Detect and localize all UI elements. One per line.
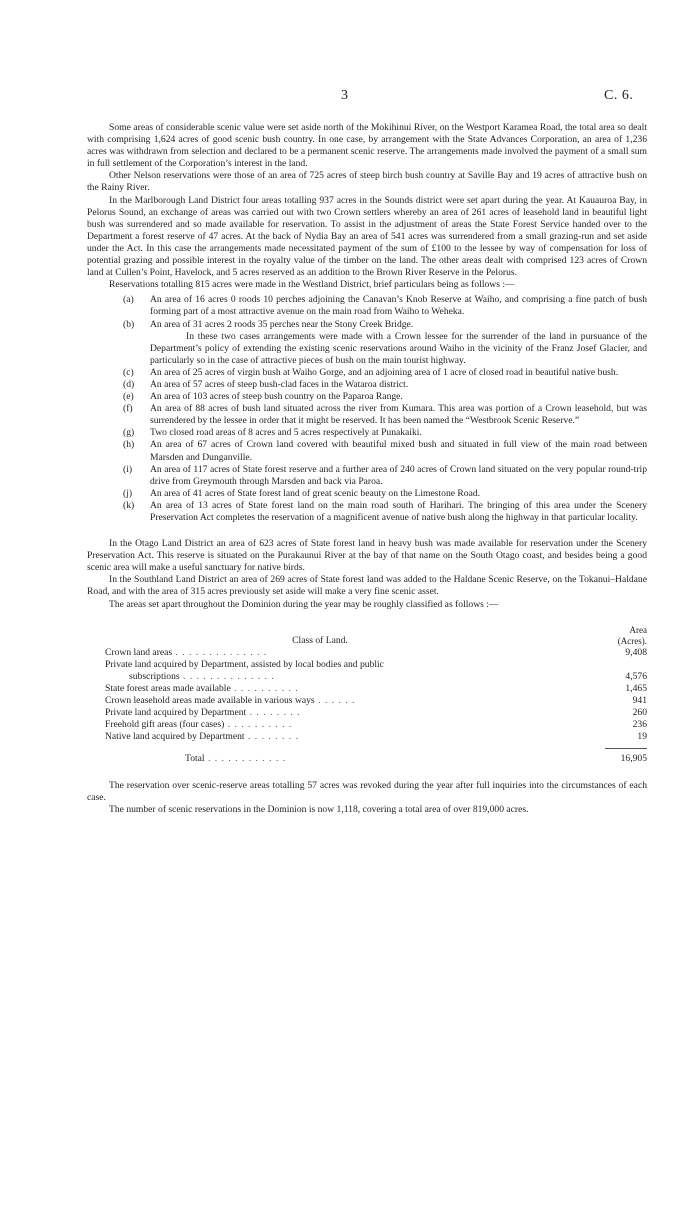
total-rule [605,748,647,749]
list-item [123,319,647,331]
list-text: An area of 16 acres 0 roods 10 perches adjoining the Canavan’s Knob Reserve at Waiho, and comprising a fine patch of bush forming part of a most attractive avenue on the main road from Waiho to Weheka. [150,294,647,318]
row-label: Crown leasehold areas made available in various ways [105,695,315,707]
table-total-row [105,753,647,765]
area-header-line2: (Acres). [617,635,647,646]
list-label: (g) [123,427,135,439]
paragraph-otago: In the Otago Land District an area of 623 acres of State forest land in heavy bush was made available for reservation under the Scenery Preservation Act. This reserve is situated on the Purakaunui River at the bay of that name on the South Otago coast, and besides being a good scenic area will make a useful sanctuary for native birds. [87,538,647,574]
row-label: Private land acquired by Department [105,707,247,719]
list-text: An area of 117 acres of State forest reserve and a further area of 240 acres of Crown land situated on the very popular round-trip drive from Greymouth through Marsden and back via Paroa. [150,463,647,487]
list-label: (c) [123,366,134,378]
row-leader: . . . . . . . . . . [224,719,293,731]
row-value: 9,408 [625,646,647,658]
row-label: subscriptions [129,670,180,682]
list-label: (j) [123,487,133,499]
list-label: (a) [123,294,134,306]
paragraph-revocation: The reservation over scenic-reserve areas totalling 57 acres was revoked during the year after full inquiries into the circumstances of each case. [87,779,647,803]
westland-list [123,294,647,524]
list-text: An area of 31 acres 2 roods 35 perches near the Stony Creek Bridge. [150,318,414,330]
paragraph-classification-intro: The areas set apart throughout the Dominion during the year may be roughly classified as follows :— [109,598,499,610]
list-item [123,500,647,524]
list-label: (k) [123,499,135,511]
table-row [105,695,647,707]
list-text: An area of 103 acres of steep bush country on the Paparoa Range. [150,391,403,403]
table-row [105,659,647,671]
list-text: An area of 57 acres of steep bush-clad faces in the Wataroa district. [150,378,409,390]
list-item-note [123,331,647,367]
list-text: An area of 41 acres of State forest land of great scenic beauty on the Limestone Road. [150,487,481,499]
area-header-line1: Area [629,624,647,635]
column-header-class: Class of Land. [292,634,348,646]
list-item [123,488,647,500]
row-leader: . . . . . . . . . . [230,682,299,694]
list-item [123,367,647,379]
list-item [123,439,647,463]
list-item [123,391,647,403]
row-value: 941 [632,695,647,707]
list-label: (h) [123,439,135,451]
paragraph-southland: In the Southland Land District an area of 269 acres of State forest land was added to the Haldane Scenic Reserve, on the Tokanui–Haldane Road, and with the area of 315 acres previously set aside will make a very fine scenic asset. [87,574,647,598]
total-leader: . . . . . . . . . . . . [204,753,287,765]
table-row [105,707,647,719]
table-header [105,611,647,647]
list-label: (i) [123,463,133,475]
row-value: 19 [637,731,647,743]
list-text: An area of 67 acres of Crown land covered with beautiful mixed bush and situated in full view of the main road between Marsden and Dunganville. [150,439,647,463]
list-label: (b) [123,318,135,330]
list-text: An area of 13 acres of State forest land on the main road south of Harihari. The bringing of this area under the Scenery Preservation Act completes the reservation of a magnificent avenue of native bush along the highway in that particular locality. [150,499,647,523]
list-item [123,403,647,427]
list-item [123,379,647,391]
document-body [87,122,647,816]
row-value: 1,465 [625,682,647,694]
list-item [123,427,647,439]
paragraph-reservation-count: The number of scenic reservations in the Dominion is now 1,118, covering a total area of over 819,000 acres. [109,803,529,815]
row-leader: . . . . . . . . [244,731,299,743]
row-leader: . . . . . . [314,695,356,707]
table-row [105,731,647,743]
row-label: Crown land areas [105,646,173,658]
row-leader: . . . . . . . . [246,707,301,719]
table-row [105,683,647,695]
list-text: An area of 88 acres of bush land situated across the river from Kumara. This area was portion of a Crown leasehold, but was surrendered by the lessee in order that it might be reserved. It has been named the “Westbrook Scenic Reserve.” [150,403,647,427]
row-leader: . . . . . . . . . . . . . . [172,646,268,658]
list-item [123,294,647,318]
total-value: 16,905 [620,753,647,765]
list-text: In these two cases arrangements were made with a Crown lessee for the surrender of the land in pursuance of the Department’s policy of extending the existing scenic reservations around Waiho in the vicinity of the Franz Josef Glacier, and particularly so in the case of attractive pieces of bush on the main tourist highway. [150,330,647,366]
row-value [595,659,647,671]
table-row [105,719,647,731]
row-value: 4,576 [625,670,647,682]
row-label: Freehold gift areas (four cases) [105,719,225,731]
list-label: (f) [123,403,133,415]
list-item [123,464,647,488]
row-label: Private land acquired by Department, assisted by local bodies and public [105,658,384,670]
land-classification-table [105,611,647,766]
table-row [105,647,647,659]
page-number: 3 [341,88,348,103]
paragraph-nelson: Other Nelson reservations were those of an area of 725 acres of steep birch bush country at Saville Bay and 19 acres of attractive bush on the Rainy River. [87,170,647,194]
column-header-area [595,625,647,647]
paragraph-marlborough: In the Marlborough Land District four areas totalling 937 acres in the Sounds district were set apart during the year. At Kauauroa Bay, in Pelorus Sound, an exchange of areas was carried out with two Crown settlers whereby an area of 261 acres of leasehold land in beautiful light bush was surrendered and so made available for reservation. To assist in the adjustment of areas the State Forest Service handed over to the Department a forest reserve of 47 acres. At the back of Nydia Bay an area of 541 acres was surrendered from a small grazing-run and set aside under the Act. In this case the arrangements made necessitated payment of the sum of £100 to the lessee by way of compensation for loss of potential grazing and possible interest in the royalty value of the timber on the land. The other areas dealt with comprised 123 acres of Crown land at Cullen’s Point, Havelock, and 5 acres reserved as an addition to the Brown River Reserve in the Pelorus. [87,194,647,279]
row-value: 236 [632,719,647,731]
row-label: Native land acquired by Department [105,731,245,743]
document-reference: C. 6. [604,88,634,103]
table-row [105,671,647,683]
row-leader: . . . . . . . . . . . . . . [179,670,275,682]
list-label: (d) [123,378,135,390]
list-text: Two closed road areas of 8 acres and 5 acres respectively at Punakaiki. [150,427,422,439]
paragraph-mokihinui: Some areas of considerable scenic value were set aside north of the Mokihinui River, on the Westport Karamea Road, the total area so dealt with comprising 1,624 acres of good scenic bush country. In one case, by arrangement with the State Advances Corporation, an area of 1,236 acres was withdrawn from selection and declared to be a permanent scenic reserve. The arrangements made involved the payment of a small sum in full settlement of the Corporation’s interest in the land. [87,122,647,170]
row-value: 260 [632,707,647,719]
list-label: (e) [123,391,134,403]
paragraph-westland-intro: Reservations totalling 815 acres were made in the Westland District, brief particulars being as follows :— [109,279,515,291]
list-text: An area of 25 acres of virgin bush at Waiho Gorge, and an adjoining area of 1 acre of closed road in beautiful native bush. [150,366,619,378]
total-label: Total [185,753,205,765]
row-label: State forest areas made available [105,682,231,694]
